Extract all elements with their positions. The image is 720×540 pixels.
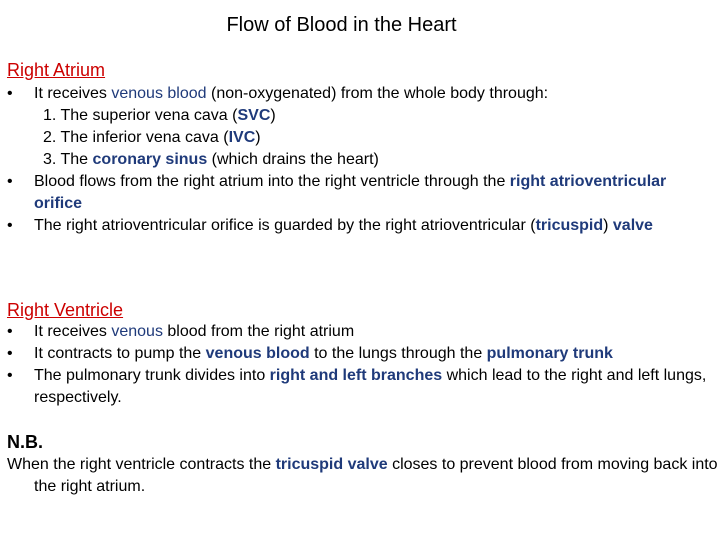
- highlight-term: SVC: [237, 107, 271, 124]
- item-text: When the right ventricle contracts the: [7, 456, 276, 473]
- list-item: [7, 171, 712, 215]
- highlight-term: coronary sinus: [92, 151, 208, 168]
- right-atrium-heading: Right Atrium: [7, 60, 106, 80]
- bullet-icon: •: [7, 345, 13, 362]
- item-text: The superior vena cava (: [60, 107, 238, 124]
- highlight-term: valve: [612, 217, 653, 234]
- item-number: 3.: [43, 151, 57, 168]
- item-text: ): [270, 107, 276, 124]
- item-text: The inferior vena cava (: [60, 129, 229, 146]
- bullet-icon: •: [7, 173, 13, 190]
- highlight-term: tricuspid: [535, 217, 604, 234]
- bullet-icon: •: [7, 323, 13, 340]
- item-text: The right atrioventricular orifice is guarded by the right atrioventricular (: [34, 217, 536, 234]
- item-text: It receives: [34, 323, 112, 340]
- item-text: to the lungs through the: [309, 345, 487, 362]
- list-item: [7, 215, 712, 237]
- numbered-item: [34, 127, 712, 149]
- item-text: It receives: [34, 85, 112, 102]
- highlight-term: venous blood: [205, 345, 310, 362]
- bullet-icon: •: [7, 85, 13, 102]
- bullet-icon: •: [7, 367, 13, 384]
- numbered-item: [34, 105, 712, 127]
- bullet-icon: •: [7, 217, 13, 234]
- item-text: which lead to the right and left lungs, respectively.: [34, 367, 707, 406]
- nb-heading: N.B.: [7, 432, 43, 452]
- item-text: (non-oxygenated) from the whole body through:: [206, 85, 549, 102]
- item-text: blood from the right atrium: [162, 323, 355, 340]
- item-text: (which drains the heart): [207, 151, 379, 168]
- list-item: [7, 365, 712, 409]
- page-title: Flow of Blood in the Heart: [226, 14, 457, 36]
- item-text: ): [255, 129, 261, 146]
- item-number: 1.: [43, 107, 57, 124]
- highlight-term: pulmonary trunk: [486, 345, 613, 362]
- right-atrium-list: [7, 83, 712, 237]
- highlight-term: venous: [111, 323, 163, 340]
- item-text: It contracts to pump the: [34, 345, 206, 362]
- highlight-term: IVC: [228, 129, 256, 146]
- highlight-term: venous blood: [111, 85, 207, 102]
- numbered-item: [34, 149, 712, 171]
- nb-text: [7, 454, 720, 498]
- item-text: The: [60, 151, 93, 168]
- item-number: 2.: [43, 129, 57, 146]
- list-item: [7, 343, 712, 365]
- highlight-term: tricuspid valve: [275, 456, 388, 473]
- right-ventricle-heading: Right Ventricle: [7, 300, 124, 320]
- list-item: [7, 83, 712, 171]
- numbered-list: [34, 105, 712, 171]
- item-text: ): [603, 217, 613, 234]
- list-item: [7, 321, 712, 343]
- highlight-term: right atrioventricular orifice: [34, 173, 667, 212]
- right-ventricle-list: [7, 321, 712, 409]
- item-text: closes to prevent blood from moving back into the right atrium.: [34, 456, 718, 495]
- item-text: The pulmonary trunk divides into: [34, 367, 270, 384]
- highlight-term: right and left branches: [269, 367, 443, 384]
- item-text: Blood flows from the right atrium into the right ventricle through the: [34, 173, 510, 190]
